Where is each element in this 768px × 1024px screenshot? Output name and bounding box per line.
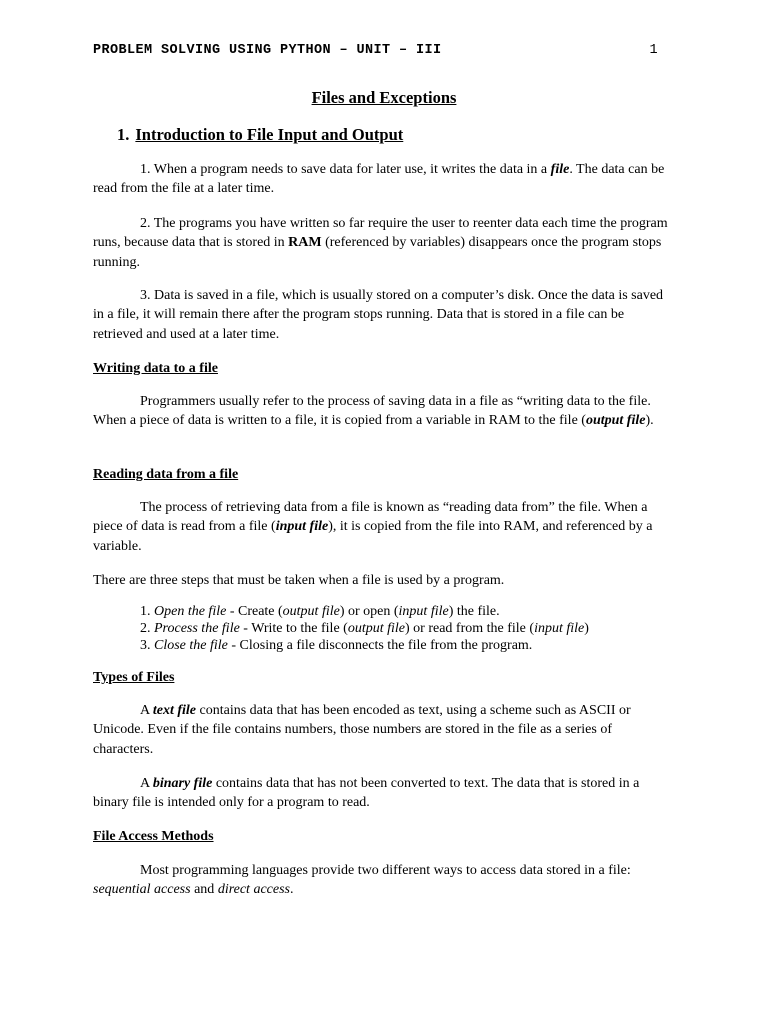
writing-paragraph [93,392,673,431]
intro-paragraph-1 [93,160,673,199]
term-output-file: output file [585,413,646,429]
section-heading-text: Introduction to File Input and Output [135,125,404,144]
text-span: ). [645,413,654,429]
text-span: The process of retrieving data from a file is known as “reading data from” the file. When a piece of data is read from a file ( [93,500,648,535]
list-item: 1. Open the file - Create (output file) or open (input file) the file. [140,604,500,619]
term-binary-file: binary file [152,776,213,791]
subheading-access: File Access Methods [93,829,214,844]
list-item: 3. Close the file - Closing a file disconnects the file from the program. [140,638,533,653]
steps-list [93,603,720,654]
list-item: 2. Process the file - Write to the file (output file) or read from the file (input file) [140,621,589,636]
types-heading [93,668,673,687]
emphasis-file: file [550,162,570,177]
text-file-paragraph: A text file contains data that has been encoded as text, using a scheme such as ASCII or Unicode. Even if the file contains numbers, those numbers are stored in the file as a series of characters. [93,703,631,757]
term-sequential-access: sequential access [93,882,191,898]
reading-heading [93,465,673,484]
text-span: 3. Data is saved in a file, which is usually stored on a computer’s disk. Once the data is saved in a file, it will remain there after the program stops running. Data that is stored in a file can be retrieved and used at a later time. [93,288,664,342]
page-header [93,43,658,58]
text-span: Programmers usually refer to the process of saving data in a file as “writing data to the file. When a piece of data is written to a file, it is copied from a variable in RAM to the file ( [93,394,651,429]
text-span: ), it is copied from the file into RAM, and referenced by a variable. [93,519,653,554]
text-span: 2. The programs you have written so far require the user to reenter data each time the program runs, because data that is stored in [93,216,668,251]
steps-intro [93,571,673,590]
step-name: Process the file [154,621,240,636]
term-text-file: text file [152,703,196,718]
text-span: 1. When a program needs to save data for later use, it writes the data in a [140,162,551,177]
text-span: . The data can be read from the file at a later time. [93,162,665,197]
step-name: Close the file [154,638,228,653]
intro-paragraph-2 [93,214,673,272]
step-name: Open the file [154,604,227,619]
subheading-types: Types of Files [93,670,175,685]
term-direct-access: direct access [217,882,290,898]
term-input-file: input file [275,519,329,535]
binary-file-paragraph: A binary file contains data that has not been converted to text. The data that is stored in a binary file is intended only for a program to read. [93,776,640,811]
header-course-title: PROBLEM SOLVING USING PYTHON – UNIT – III [93,43,442,58]
section-heading [117,125,403,145]
writing-heading [93,359,673,378]
subheading-reading: Reading data from a file [93,467,239,482]
section-number: 1. [117,125,130,144]
reading-paragraph [93,498,673,556]
access-paragraph: Most programming languages provide two different ways to access data stored in a file: sequential access and direct access. [93,863,631,898]
page-number: 1 [649,43,658,58]
access-heading [93,827,673,846]
subheading-writing: Writing data to a file [93,361,218,376]
steps-intro-text: There are three steps that must be taken when a file is used by a program. [93,573,505,588]
intro-paragraph-3 [93,286,673,344]
document-title: Files and Exceptions [311,88,457,107]
text-span: (referenced by variables) disappears once the program stops running. [93,235,662,270]
emphasis-ram: RAM [288,235,322,251]
